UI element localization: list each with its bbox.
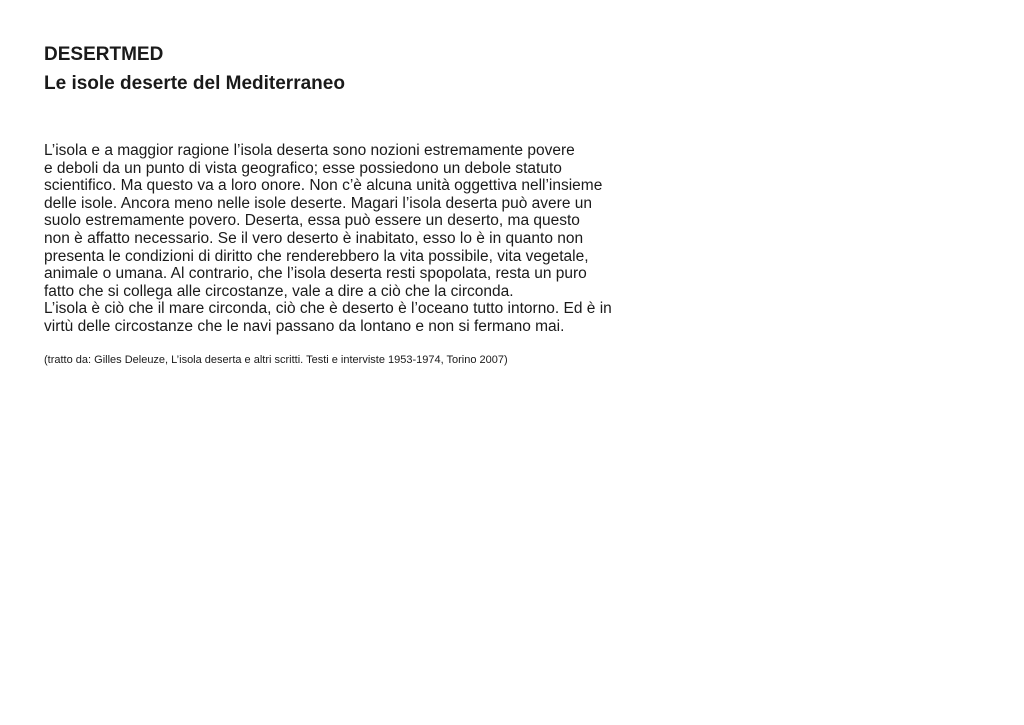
body-line: virtù delle circostanze che le navi passano da lontano e non si fermano mai.: [44, 317, 565, 335]
body-line: L’isola e a maggior ragione l’isola deserta sono nozioni estremamente povere: [44, 142, 575, 159]
body-line: suolo estremamente povero. Deserta, essa può essere un deserto, ma questo: [44, 212, 580, 230]
body-line: animale o umana. Al contrario, che l’isola deserta resti spopolata, resta un puro: [44, 265, 587, 283]
body-line: L’isola è ciò che il mare circonda, ciò che è deserto è l’oceano tutto intorno. Ed è in: [44, 300, 612, 318]
body-line: scientifico. Ma questo va a loro onore. Non c’è alcuna unità oggettiva nell’insieme: [44, 177, 603, 195]
body-line: presenta le condizioni di diritto che renderebbero la vita possibile, vita vegetale,: [44, 247, 589, 265]
body-line: delle isole. Ancora meno nelle isole deserte. Magari l’isola deserta può avere un: [44, 194, 592, 212]
document-title: [44, 40, 604, 98]
body-paragraph: [44, 142, 612, 336]
document-page: [44, 40, 612, 367]
source-citation: (tratto da: Gilles Deleuze, L’isola deserta e altri scritti. Testi e interviste 1953-1974, Torino 2007): [44, 353, 508, 366]
title-line-1: DESERTMED: [44, 44, 164, 65]
body-line: e deboli da un punto di vista geografico; esse possiedono un debole statuto: [44, 159, 562, 177]
body-line: fatto che si collega alle circostanze, vale a dire a ciò che la circonda.: [44, 282, 514, 300]
title-line-2: Le isole deserte del Mediterraneo: [44, 73, 345, 94]
body-line: non è affatto necessario. Se il vero deserto è inabitato, esso lo è in quanto non: [44, 229, 584, 247]
